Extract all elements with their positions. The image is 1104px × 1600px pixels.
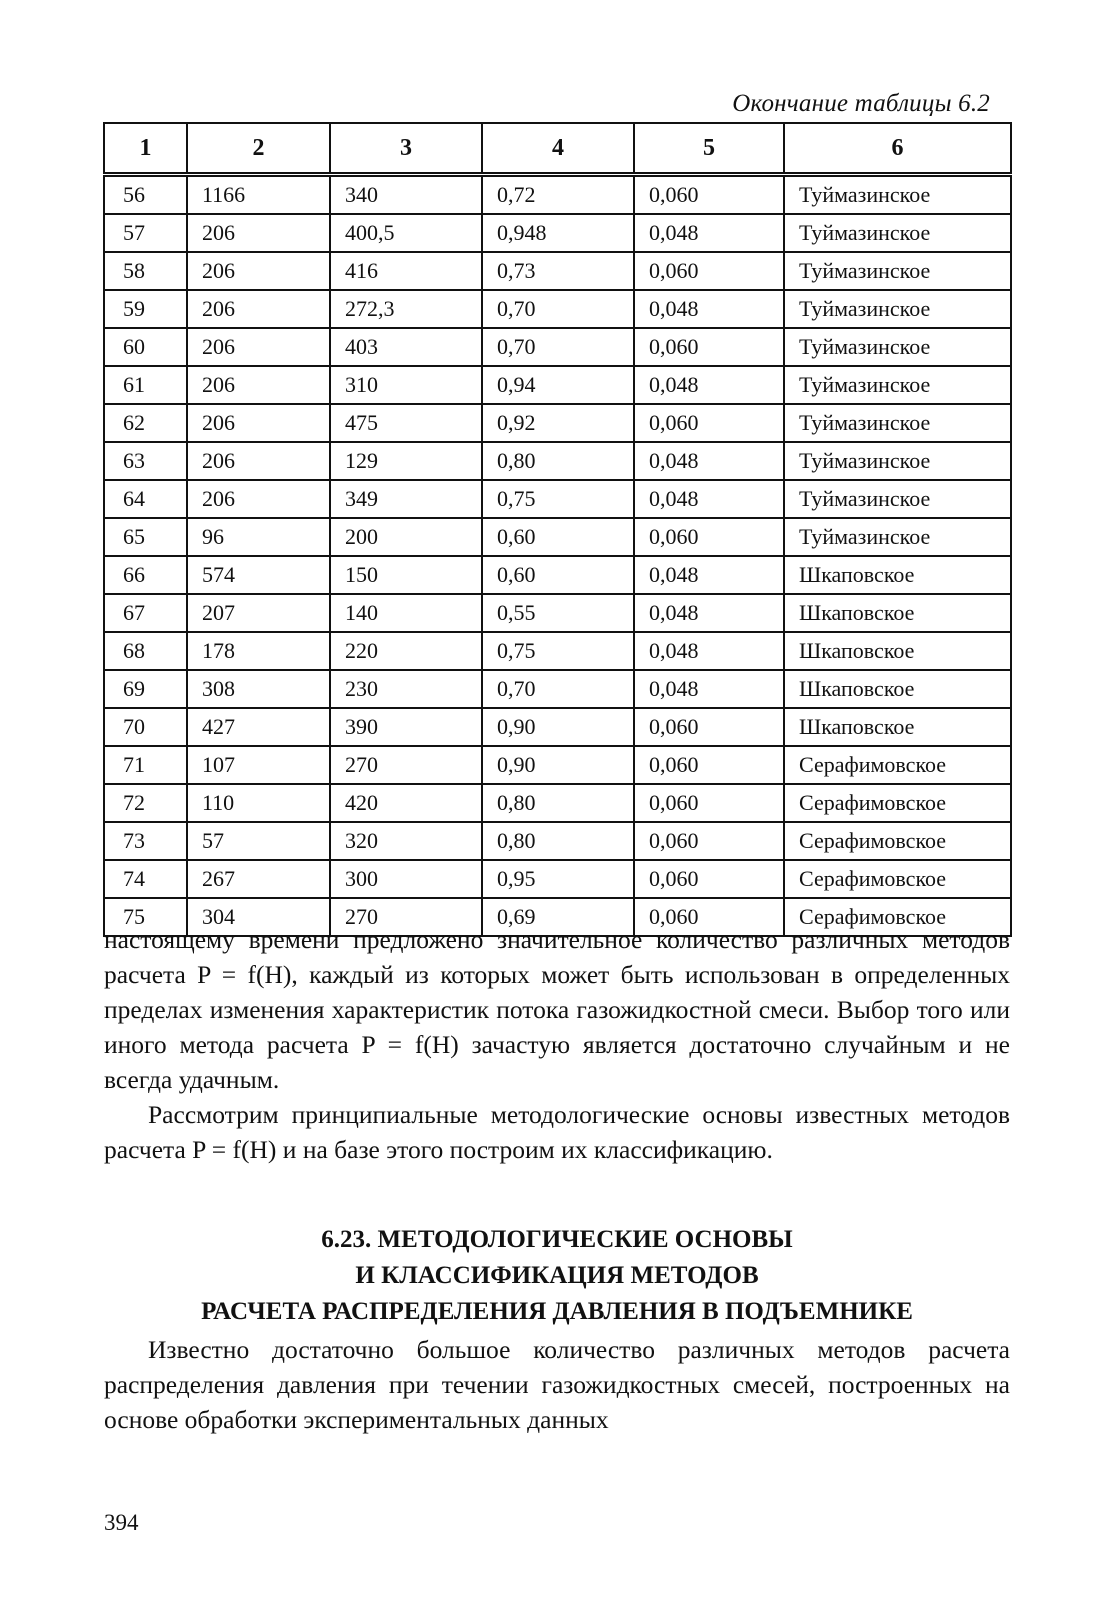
table-cell-col-5: 0,060	[634, 328, 784, 366]
table-cell-col-1: 72	[104, 784, 187, 822]
table-cell-col-6: Туймазинское	[784, 328, 1011, 366]
table-cell-col-4: 0,70	[482, 328, 634, 366]
table-cell-col-4: 0,73	[482, 252, 634, 290]
table-row	[104, 556, 1011, 594]
table-cell-col-6: Серафимовское	[784, 898, 1011, 936]
table-cell-col-4: 0,948	[482, 214, 634, 252]
table-cell-col-1: 68	[104, 632, 187, 670]
table-body	[104, 175, 1011, 937]
table-row	[104, 252, 1011, 290]
table-cell-col-1: 69	[104, 670, 187, 708]
table-cell-col-3: 129	[330, 442, 482, 480]
table-cell-col-5: 0,060	[634, 860, 784, 898]
table-cell-col-2: 308	[187, 670, 330, 708]
table-cell-col-2: 206	[187, 442, 330, 480]
table-cell-col-5: 0,060	[634, 708, 784, 746]
table-row	[104, 214, 1011, 252]
table-row	[104, 784, 1011, 822]
table-cell-col-3: 300	[330, 860, 482, 898]
table-cell-col-1: 74	[104, 860, 187, 898]
table-cell-col-2: 206	[187, 290, 330, 328]
table-row	[104, 404, 1011, 442]
table-cell-col-4: 0,60	[482, 518, 634, 556]
table-cell-col-1: 59	[104, 290, 187, 328]
table-cell-col-4: 0,95	[482, 860, 634, 898]
table-cell-col-4: 0,94	[482, 366, 634, 404]
table-cell-col-6: Шкаповское	[784, 594, 1011, 632]
column-header-6: 6	[784, 123, 1011, 175]
table-cell-col-1: 73	[104, 822, 187, 860]
table-cell-col-1: 57	[104, 214, 187, 252]
column-header-2: 2	[187, 123, 330, 175]
table-cell-col-4: 0,75	[482, 632, 634, 670]
table-row	[104, 366, 1011, 404]
table-cell-col-4: 0,80	[482, 784, 634, 822]
table-cell-col-3: 403	[330, 328, 482, 366]
table-cell-col-3: 150	[330, 556, 482, 594]
table-cell-col-3: 320	[330, 822, 482, 860]
table-cell-col-4: 0,90	[482, 746, 634, 784]
table-cell-col-4: 0,75	[482, 480, 634, 518]
table-cell-col-2: 304	[187, 898, 330, 936]
table-cell-col-5: 0,048	[634, 442, 784, 480]
table-cell-col-6: Туймазинское	[784, 442, 1011, 480]
column-header-4: 4	[482, 123, 634, 175]
table-cell-col-6: Серафимовское	[784, 822, 1011, 860]
table-cell-col-2: 206	[187, 214, 330, 252]
table-row	[104, 175, 1011, 215]
table-cell-col-4: 0,92	[482, 404, 634, 442]
table-cell-col-4: 0,72	[482, 175, 634, 215]
table-cell-col-4: 0,55	[482, 594, 634, 632]
table-cell-col-5: 0,048	[634, 366, 784, 404]
table-cell-col-5: 0,048	[634, 670, 784, 708]
table-cell-col-6: Туймазинское	[784, 404, 1011, 442]
table-cell-col-5: 0,048	[634, 214, 784, 252]
column-header-5: 5	[634, 123, 784, 175]
table-cell-col-2: 427	[187, 708, 330, 746]
table-header-row	[104, 123, 1011, 175]
table-cell-col-2: 206	[187, 480, 330, 518]
table-cell-col-4: 0,70	[482, 670, 634, 708]
table-cell-col-6: Туймазинское	[784, 214, 1011, 252]
table-row	[104, 632, 1011, 670]
table-cell-col-1: 64	[104, 480, 187, 518]
table-cell-col-2: 206	[187, 366, 330, 404]
table-cell-col-3: 340	[330, 175, 482, 215]
table-cell-col-1: 67	[104, 594, 187, 632]
table-cell-col-6: Серафимовское	[784, 784, 1011, 822]
table-cell-col-2: 267	[187, 860, 330, 898]
data-table	[103, 122, 1012, 937]
table-cell-col-1: 75	[104, 898, 187, 936]
table-cell-col-6: Туймазинское	[784, 518, 1011, 556]
table-cell-col-4: 0,69	[482, 898, 634, 936]
table-cell-col-6: Шкаповское	[784, 632, 1011, 670]
table-cell-col-2: 206	[187, 404, 330, 442]
table-cell-col-6: Шкаповское	[784, 708, 1011, 746]
column-header-3: 3	[330, 123, 482, 175]
table-cell-col-5: 0,060	[634, 518, 784, 556]
table-caption: Окончание таблицы 6.2	[732, 90, 990, 117]
table-row	[104, 518, 1011, 556]
table-cell-col-1: 62	[104, 404, 187, 442]
table-cell-col-1: 60	[104, 328, 187, 366]
table-cell-col-1: 66	[104, 556, 187, 594]
table-cell-col-6: Серафимовское	[784, 860, 1011, 898]
table-cell-col-3: 400,5	[330, 214, 482, 252]
table-cell-col-4: 0,80	[482, 442, 634, 480]
table-cell-col-5: 0,060	[634, 746, 784, 784]
paragraph: Рассмотрим принципиальные методологические основы известных методов расчета P = f(H) и на базе этого построим их классификацию.	[104, 1100, 1010, 1164]
table-cell-col-3: 475	[330, 404, 482, 442]
table-cell-col-1: 70	[104, 708, 187, 746]
column-header-1: 1	[104, 123, 187, 175]
table-cell-col-1: 65	[104, 518, 187, 556]
table-cell-col-5: 0,060	[634, 898, 784, 936]
table-cell-col-3: 310	[330, 366, 482, 404]
table-cell-col-5: 0,048	[634, 594, 784, 632]
table-cell-col-6: Туймазинское	[784, 480, 1011, 518]
table-cell-col-3: 349	[330, 480, 482, 518]
table-cell-col-3: 416	[330, 252, 482, 290]
table-row	[104, 822, 1011, 860]
table-cell-col-2: 206	[187, 328, 330, 366]
section-heading	[104, 1222, 1010, 1330]
table-cell-col-2: 96	[187, 518, 330, 556]
table-cell-col-1: 63	[104, 442, 187, 480]
table-row	[104, 442, 1011, 480]
table-cell-col-2: 178	[187, 632, 330, 670]
table-cell-col-5: 0,060	[634, 822, 784, 860]
table-cell-col-2: 207	[187, 594, 330, 632]
table-cell-col-3: 220	[330, 632, 482, 670]
table-cell-col-2: 57	[187, 822, 330, 860]
table-cell-col-1: 71	[104, 746, 187, 784]
table-row	[104, 860, 1011, 898]
paragraph-continued: настоящему времени предложено значительное количество различных методов расчета P = f(H), каждый из которых может быть использован в определенных пределах изменения характеристик потока газожидкостной смеси. Выбор того или иного метода расчета P = f(H) зачастую является достаточно случайным и не всегда удачным.	[104, 925, 1010, 1094]
page-number: 394	[104, 1510, 139, 1535]
table-cell-col-1: 56	[104, 175, 187, 215]
table-cell-col-6: Шкаповское	[784, 670, 1011, 708]
table-cell-col-3: 230	[330, 670, 482, 708]
table-cell-col-6: Туймазинское	[784, 252, 1011, 290]
table-cell-col-3: 200	[330, 518, 482, 556]
table-row	[104, 746, 1011, 784]
table-cell-col-2: 206	[187, 252, 330, 290]
table-row	[104, 670, 1011, 708]
table-cell-col-2: 1166	[187, 175, 330, 215]
table-row	[104, 594, 1011, 632]
section-heading-line: И КЛАССИФИКАЦИЯ МЕТОДОВ	[355, 1262, 759, 1289]
table-cell-col-6: Туймазинское	[784, 175, 1011, 215]
table-cell-col-2: 574	[187, 556, 330, 594]
table-cell-col-3: 140	[330, 594, 482, 632]
table-cell-col-5: 0,060	[634, 404, 784, 442]
table-cell-col-6: Серафимовское	[784, 746, 1011, 784]
section-heading-line: 6.23. МЕТОДОЛОГИЧЕСКИЕ ОСНОВЫ	[321, 1226, 793, 1253]
section-heading-line: РАСЧЕТА РАСПРЕДЕЛЕНИЯ ДАВЛЕНИЯ В ПОДЪЕМНИКЕ	[201, 1298, 913, 1325]
table-cell-col-4: 0,60	[482, 556, 634, 594]
table-cell-col-2: 107	[187, 746, 330, 784]
table-cell-col-1: 61	[104, 366, 187, 404]
table-cell-col-6: Туймазинское	[784, 290, 1011, 328]
table-cell-col-5: 0,060	[634, 784, 784, 822]
paragraph: Известно достаточно большое количество различных методов расчета распределения давления при течении газожидкостных смесей, построенных на основе обработки экспериментальных данных	[104, 1335, 1010, 1434]
table-cell-col-5: 0,060	[634, 252, 784, 290]
body-text-continued	[104, 1332, 1010, 1437]
table-cell-col-3: 420	[330, 784, 482, 822]
table-cell-col-3: 270	[330, 746, 482, 784]
table-cell-col-4: 0,90	[482, 708, 634, 746]
table-cell-col-5: 0,048	[634, 556, 784, 594]
table-cell-col-4: 0,70	[482, 290, 634, 328]
table-cell-col-5: 0,048	[634, 480, 784, 518]
table-cell-col-5: 0,048	[634, 632, 784, 670]
body-text	[104, 922, 1010, 1167]
table-row	[104, 328, 1011, 366]
table-cell-col-2: 110	[187, 784, 330, 822]
table-row	[104, 480, 1011, 518]
table-cell-col-3: 270	[330, 898, 482, 936]
table-cell-col-1: 58	[104, 252, 187, 290]
table-cell-col-4: 0,80	[482, 822, 634, 860]
table-cell-col-3: 272,3	[330, 290, 482, 328]
table-row	[104, 708, 1011, 746]
table-cell-col-5: 0,060	[634, 175, 784, 215]
table-cell-col-6: Туймазинское	[784, 366, 1011, 404]
table-cell-col-6: Шкаповское	[784, 556, 1011, 594]
table-cell-col-3: 390	[330, 708, 482, 746]
table-cell-col-5: 0,048	[634, 290, 784, 328]
table-row	[104, 290, 1011, 328]
